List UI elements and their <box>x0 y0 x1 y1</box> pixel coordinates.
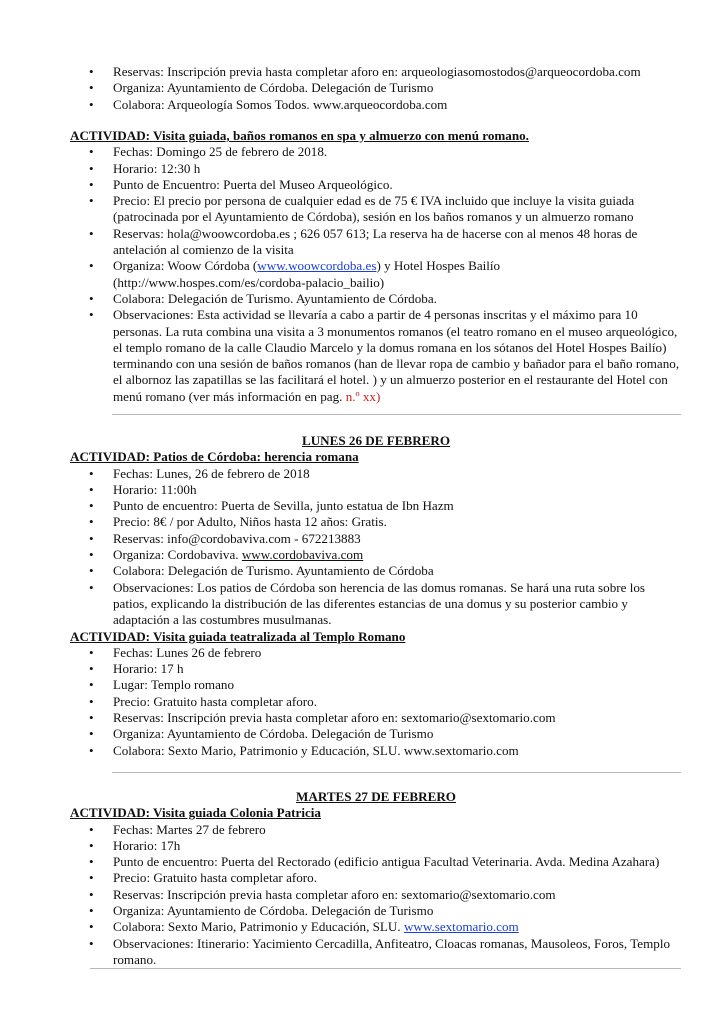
activity-1-details <box>70 144 682 405</box>
list-item <box>70 307 682 405</box>
list-item <box>70 258 682 291</box>
divider <box>112 772 681 773</box>
list-item: • Fechas: Domingo 25 de febrero de 2018. <box>70 144 682 160</box>
list-item: • Precio: Gratuito hasta completar aforo. <box>70 870 682 886</box>
list-item: • Precio: Gratuito hasta completar aforo. <box>70 694 682 710</box>
day-heading: LUNES 26 DE FEBRERO <box>301 433 451 448</box>
list-item: • Observaciones: Itinerario: Yacimiento Cercadilla, Anfiteatro, Cloacas romanas, Mausoleos, Foros, Templo romano. <box>70 936 682 969</box>
day-monday-section <box>70 433 682 759</box>
list-item <box>70 919 682 935</box>
page-reference-close: ) <box>375 388 381 404</box>
organiza-text: Organiza: Woow Córdoba ( <box>113 258 258 274</box>
list-item: • Horario: 17h <box>70 838 682 854</box>
activity-2-title: ACTIVIDAD: Patios de Córdoba: herencia romana <box>70 449 359 465</box>
list-item: • Horario: 17 h <box>70 661 682 677</box>
cordobaviva-link[interactable]: www.cordobaviva.com <box>241 547 364 563</box>
list-item: • Reservas: hola@woowcordoba.es ; 626 057 613; La reserva ha de hacerse con al menos 48 horas de antelación al comienzo de la visita <box>70 226 682 259</box>
sextomario-link[interactable]: www.sextomario.com <box>403 919 519 935</box>
list-item: • Horario: 11:00h <box>70 482 682 498</box>
list-item: • Punto de encuentro: Puerta del Rectorado (edificio antigua Facultad Veterinaria. Avda. Medina Azahara) <box>70 854 682 870</box>
page-reference: n.º xx <box>345 388 376 404</box>
list-item <box>70 547 682 563</box>
activity-3-details <box>70 645 682 759</box>
list-item: • Organiza: Ayuntamiento de Córdoba. Delegación de Turismo <box>70 903 682 919</box>
colabora-text: Colabora: Sexto Mario, Patrimonio y Educación, SLU. <box>113 919 404 935</box>
list-item: • Colabora: Delegación de Turismo. Ayuntamiento de Córdoba <box>70 563 682 579</box>
list-item: • Reservas: Inscripción previa hasta completar aforo en: arqueologiasomostodos@arqueocordoba.com <box>70 64 682 80</box>
list-item: • Horario: 12:30 h <box>70 161 682 177</box>
list-item: • Punto de encuentro: Puerta de Sevilla, junto estatua de Ibn Hazm <box>70 498 682 514</box>
list-item: • Reservas: info@cordobaviva.com - 672213883 <box>70 531 682 547</box>
observaciones-text: Observaciones: Esta actividad se llevaría a cabo a partir de 4 personas inscritas y el máximo para 10 personas. La ruta combina una visita a 3 monumentos romanos (el teatro romano en el museo arqueológico, el templo romano de la calle Claudio Marcelo y la domus romana en los sótanos del Hotel Hospes Bailío) terminando con una sesión de baños romanos (han de llevar ropa de cambio y bañador para el baño romano, el albornoz las zapatillas se las facilitará el hotel. ) y un almuerzo posterior en el restaurante del Hotel con menú romano (ver más información en pag. <box>113 307 680 404</box>
woowcordoba-link[interactable]: www.woowcordoba.es <box>257 258 377 274</box>
list-item: • Precio: El precio por persona de cualquier edad es de 75 € IVA incluido que incluye la visita guiada (patrocinada por el Ayuntamiento de Córdoba), sesión en los baños romanos y un almuerzo romano <box>70 193 682 226</box>
divider <box>112 414 681 415</box>
organiza-text: Organiza: Cordobaviva. <box>113 547 242 563</box>
divider <box>90 968 681 969</box>
day-tuesday-section <box>70 789 682 968</box>
list-item: • Organiza: Ayuntamiento de Córdoba. Delegación de Turismo <box>70 726 682 742</box>
list-item: • Precio: 8€ / por Adulto, Niños hasta 12 años: Gratis. <box>70 514 682 530</box>
activity-4-title: ACTIVIDAD: Visita guiada Colonia Patricia <box>70 805 321 821</box>
organiza-text-tail: ) y Hotel Hospes Bailío (http://www.hospes.com/es/cordoba-palacio_bailio) <box>113 258 501 290</box>
list-item: • Colabora: Arqueología Somos Todos. www.arqueocordoba.com <box>70 97 682 113</box>
list-item: • Colabora: Sexto Mario, Patrimonio y Educación, SLU. www.sextomario.com <box>70 743 682 759</box>
list-item: • Reservas: Inscripción previa hasta completar aforo en: sextomario@sextomario.com <box>70 710 682 726</box>
activity-1-title: ACTIVIDAD: Visita guiada, baños romanos en spa y almuerzo con menú romano. <box>70 128 529 143</box>
activity-1 <box>70 128 682 405</box>
top-list <box>70 64 682 113</box>
activity-3-title: ACTIVIDAD: Visita guiada teatralizada al Templo Romano <box>70 628 406 644</box>
list-item: • Reservas: Inscripción previa hasta completar aforo en: sextomario@sextomario.com <box>70 887 682 903</box>
day-heading: MARTES 27 DE FEBRERO <box>296 789 456 804</box>
list-item: • Punto de Encuentro: Puerta del Museo Arqueológico. <box>70 177 682 193</box>
list-item: • Colabora: Delegación de Turismo. Ayuntamiento de Córdoba. <box>70 291 682 307</box>
activity-2-details <box>70 466 682 629</box>
top-list-section <box>70 64 682 113</box>
list-item: • Organiza: Ayuntamiento de Córdoba. Delegación de Turismo <box>70 80 682 96</box>
list-item: • Fechas: Lunes 26 de febrero <box>70 645 682 661</box>
list-item: • Lugar: Templo romano <box>70 677 682 693</box>
list-item: • Fechas: Lunes, 26 de febrero de 2018 <box>70 466 682 482</box>
activity-4-details <box>70 822 682 969</box>
list-item: • Fechas: Martes 27 de febrero <box>70 822 682 838</box>
list-item: • Observaciones: Los patios de Córdoba son herencia de las domus romanas. Se hará una ruta sobre los patios, explicando la distribución de las diferentes estancias de una domus y su posterior cambio y adaptación a las costumbres musulmanas. <box>70 580 682 629</box>
